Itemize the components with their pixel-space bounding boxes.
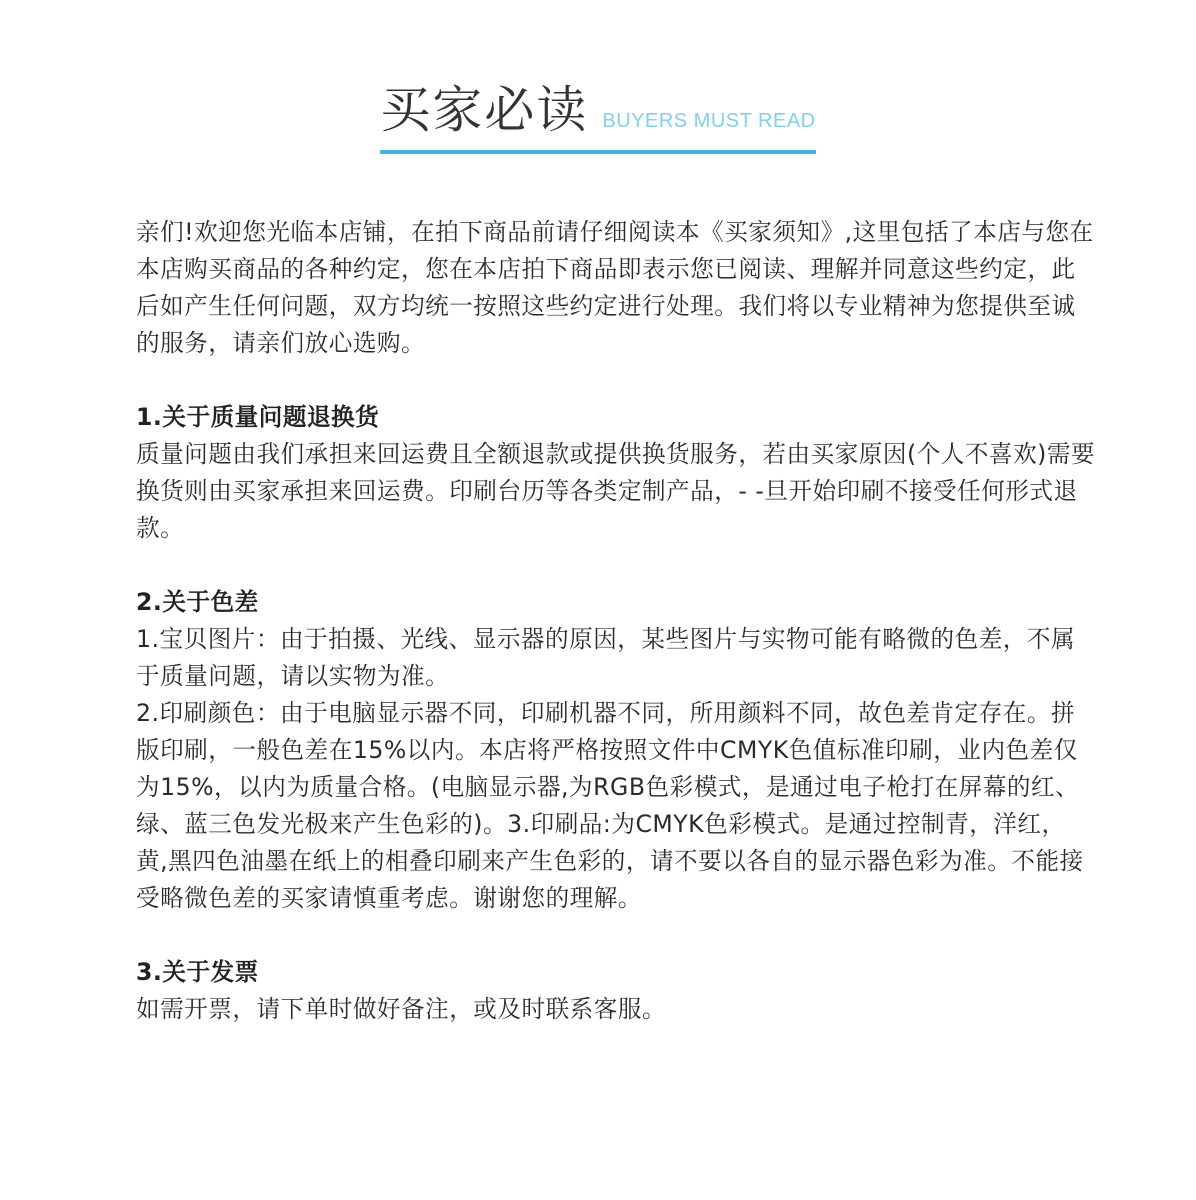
header [0, 78, 1196, 154]
section-paragraph-product-images: 1.宝贝图片：由于拍摄、光线、显示器的原因，某些图片与实物可能有略微的色差，不属于质量问题，请以实物为准。 [136, 625, 1076, 690]
section-paragraph-returns: 质量问题由我们承担来回运费且全额退款或提供换货服务，若由买家原因(个人不喜欢)需要换货则由买家承担来回运费。印刷台历等各类定制产品，- -旦开始印刷不接受任何形式退款。 [136, 440, 1096, 542]
header-title-block [380, 78, 815, 154]
page-subtitle: BUYERS MUST READ [602, 110, 816, 132]
notice-content [136, 214, 1096, 1028]
section-title-invoice: 3.关于发票 [136, 958, 259, 986]
page-title: 买家必读 [380, 81, 589, 139]
section-title-color-difference: 2.关于色差 [136, 588, 259, 616]
section-paragraph-print-colors: 2.印刷颜色：由于电脑显示器不同，印刷机器不同，所用颜料不同，故色差肯定存在。拼版印刷，一般色差在15%以内。本店将严格按照文件中CMYK色值标准印刷，业内色差仅为15%，以内为质量合格。(电脑显示器,为RGB色彩模式，是通过电子枪打在屏幕的红、绿、蓝三色发光极来产生色彩的)。3.印刷品:为CMYK色彩模式。是通过控制青，洋红，黄,黑四色油墨在纸上的相叠印刷来产生色彩的，请不要以各自的显示器色彩为准。不能接受略微色差的买家请慎重考虑。谢谢您的理解。 [136, 699, 1084, 912]
intro-paragraph: 亲们!欢迎您光临本店铺，在拍下商品前请仔细阅读本《买家须知》,这里包括了本店与您在本店购买商品的各种约定，您在本店拍下商品即表示您已阅读、理解并同意这些约定，此后如产生任何问题，双方均统一按照这些约定进行处理。我们将以专业精神为您提供至诚的服务，请亲们放心选购。 [136, 218, 1094, 357]
section-title-returns: 1.关于质量问题退换货 [136, 403, 380, 431]
section-paragraph-invoice: 如需开票，请下单时做好备注，或及时联系客服。 [136, 995, 667, 1023]
